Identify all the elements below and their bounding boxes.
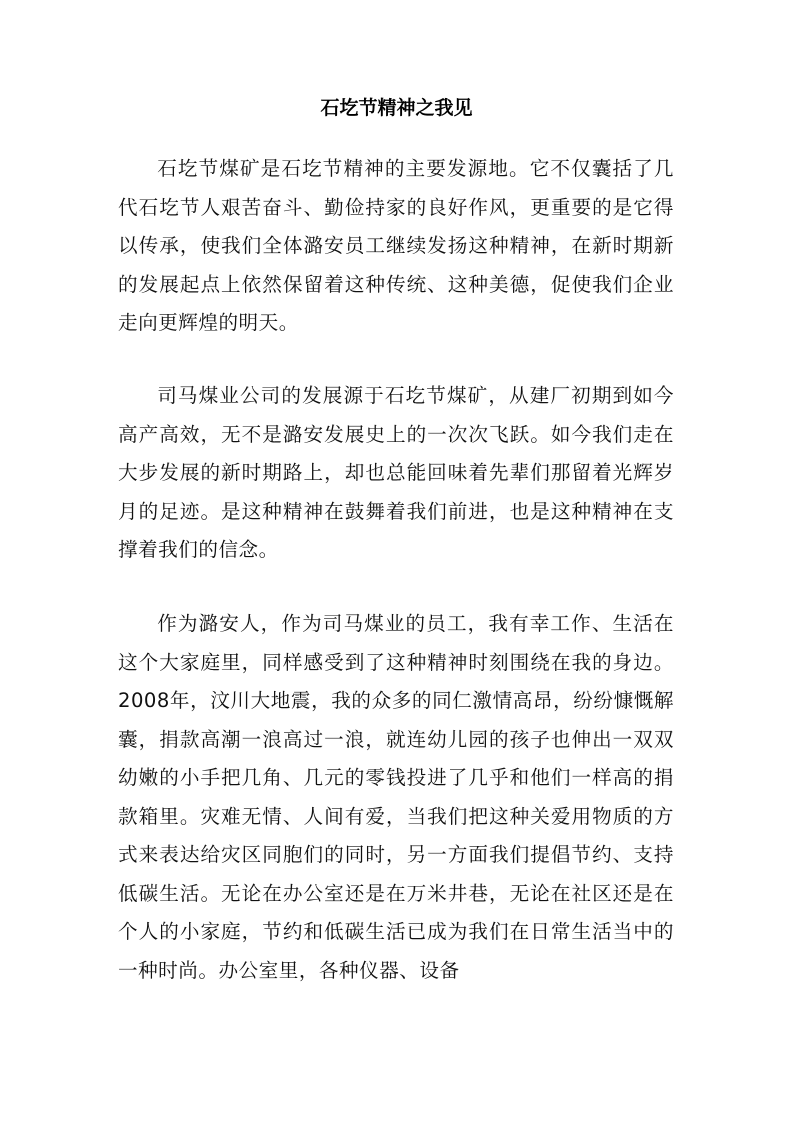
paragraph-1: 石圪节煤矿是石圪节精神的主要发源地。它不仅囊括了几代石圪节人艰苦奋斗、勤俭持家的良好作风，更重要的是它得以传承，使我们全体潞安员工继续发扬这种精神，在新时期新的发展起点上依然保留着这种传统、这种美德，促使我们企业走向更辉煌的明天。 bbox=[118, 157, 674, 334]
paragraph-2: 司马煤业公司的发展源于石圪节煤矿，从建厂初期到如今高产高效，无不是潞安发展史上的一次次飞跃。如今我们走在大步发展的新时期路上，却也总能回味着先辈们那留着光辉岁月的足迹。是这种精神在鼓舞着我们前进，也是这种精神在支撑着我们的信念。 bbox=[118, 384, 674, 561]
document-title: 石圪节精神之我见 bbox=[320, 97, 473, 119]
paragraph-3: 作为潞安人，作为司马煤业的员工，我有幸工作、生活在这个大家庭里，同样感受到了这种精神时刻围绕在我的身边。2008年，汶川大地震，我的众多的同仁激情高昂，纷纷慷慨解囊，捐款高潮一浪高过一浪，就连幼儿园的孩子也伸出一双双幼嫩的小手把几角、几元的零钱投进了几乎和他们一样高的捐款箱里。灾难无情、人间有爱，当我们把这种关爱用物质的方式来表达给灾区同胞们的同时，另一方面我们提倡节约、支持低碳生活。无论在办公室还是在万米井巷，无论在社区还是在个人的小家庭，节约和低碳生活已成为我们在日常生活当中的一种时尚。办公室里，各种仪器、设备 bbox=[118, 612, 674, 982]
